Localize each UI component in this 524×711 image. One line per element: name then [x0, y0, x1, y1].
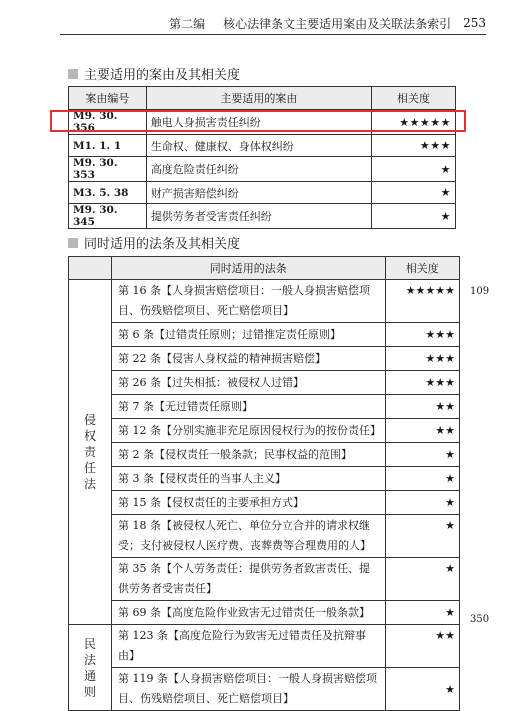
table-row	[69, 601, 460, 625]
relevance-stars: ★	[372, 204, 456, 229]
table-header-row	[69, 257, 460, 280]
section2-title: 同时适用的法条及其相关度	[68, 233, 240, 252]
highlight-box	[50, 110, 466, 132]
relevance-stars: ★★★★★	[385, 280, 459, 323]
article-text: 第 26 条【过失相抵：被侵权人过错】	[112, 371, 386, 395]
table-row	[69, 625, 460, 668]
article-text: 第 119 条【人身损害赔偿项目：一般人身损害赔偿项目、伤残赔偿项目、死亡赔偿项目】	[112, 668, 386, 711]
article-text: 第 2 条【侵权责任一般条款；民事权益的范围】	[112, 443, 386, 467]
article-text: 第 16 条【人身损害赔偿项目：一般人身损害赔偿项目、伤残赔偿项目、死亡赔偿项目】	[112, 280, 386, 323]
relevance-stars: ★	[385, 515, 459, 558]
article-text: 第 7 条【无过错责任原则】	[112, 395, 386, 419]
table-row	[69, 323, 460, 347]
col-header-code: 案由编号	[69, 87, 147, 110]
cause-code: M1. 1. 1	[69, 135, 147, 157]
related-articles-table	[68, 256, 460, 711]
relevance-stars: ★★	[385, 419, 459, 443]
main-causes-table	[68, 86, 456, 229]
table-row	[69, 395, 460, 419]
table-header-row	[69, 87, 456, 110]
article-text: 第 22 条【侵害人身权益的精神损害赔偿】	[112, 347, 386, 371]
relevance-stars: ★★★	[385, 347, 459, 371]
relevance-stars: ★	[385, 558, 459, 601]
relevance-stars: ★★★★★	[372, 110, 456, 135]
article-text: 第 123 条【高度危险行为致害无过错责任及抗辩事由】	[112, 625, 386, 668]
square-bullet-icon	[68, 238, 78, 248]
article-text: 第 3 条【侵权责任的当事人主义】	[112, 467, 386, 491]
table-row	[69, 515, 460, 558]
cause-code: M3. 5. 38	[69, 182, 147, 204]
relevance-stars: ★	[372, 157, 456, 182]
cause-code: M9. 30. 356	[69, 110, 147, 135]
page-header	[60, 12, 486, 35]
table-row	[69, 558, 460, 601]
table-row	[69, 347, 460, 371]
relevance-stars: ★	[385, 668, 459, 711]
page-header-title: 核心法律条文主要适用案由及关联法条索引	[223, 16, 452, 31]
relevance-stars: ★	[385, 601, 459, 625]
col-header-articles: 同时适用的法条	[112, 257, 386, 280]
relevance-stars: ★★	[385, 625, 459, 668]
chapter-label: 第二编	[169, 16, 206, 31]
table-row	[69, 157, 456, 182]
cause-code: M9. 30. 345	[69, 204, 147, 229]
cause-name: 提供劳务者受害责任纠纷	[146, 204, 371, 229]
diagonal-header-cell	[69, 257, 112, 280]
relevance-stars: ★	[385, 443, 459, 467]
section1-title: 主要适用的案由及其相关度	[68, 64, 240, 83]
law-name-civil: 民法通则	[69, 625, 112, 711]
relevance-stars: ★★★	[372, 135, 456, 157]
relevance-stars: ★★★	[385, 371, 459, 395]
table-row	[69, 280, 460, 323]
square-bullet-icon	[68, 69, 78, 79]
cause-name: 财产损害赔偿纠纷	[146, 182, 371, 204]
side-page-reference: 350	[470, 614, 490, 625]
relevance-stars: ★	[385, 467, 459, 491]
cause-name: 生命权、健康权、身体权纠纷	[146, 135, 371, 157]
side-page-reference: 109	[470, 286, 490, 297]
table-row	[69, 182, 456, 204]
col-header-relevance: 相关度	[385, 257, 459, 280]
article-text: 第 18 条【被侵权人死亡、单位分立合并的请求权继受；支付被侵权人医疗费、丧葬费等合理费用的人】	[112, 515, 386, 558]
page-number: 253	[463, 16, 486, 30]
table-row	[69, 371, 460, 395]
article-text: 第 35 条【个人劳务责任：提供劳务者致害责任、提供劳务者受害责任】	[112, 558, 386, 601]
table-row	[69, 204, 456, 229]
table-row	[69, 467, 460, 491]
cause-name: 触电人身损害责任纠纷	[146, 110, 371, 135]
table-row	[69, 135, 456, 157]
relevance-stars: ★	[385, 491, 459, 515]
article-text: 第 69 条【高度危险作业致害无过错责任一般条款】	[112, 601, 386, 625]
table-row	[69, 443, 460, 467]
col-header-relevance: 相关度	[372, 87, 456, 110]
table-row	[69, 419, 460, 443]
relevance-stars: ★★★	[385, 323, 459, 347]
table-row	[69, 491, 460, 515]
law-name-tort: 侵权责任法	[69, 280, 112, 625]
article-text: 第 15 条【侵权责任的主要承担方式】	[112, 491, 386, 515]
cause-name: 高度危险责任纠纷	[146, 157, 371, 182]
col-header-cause: 主要适用的案由	[146, 87, 371, 110]
relevance-stars: ★★	[385, 395, 459, 419]
relevance-stars: ★	[372, 182, 456, 204]
table-row	[69, 668, 460, 711]
cause-code: M9. 30. 353	[69, 157, 147, 182]
article-text: 第 12 条【分别实施非充足原因侵权行为的按份责任】	[112, 419, 386, 443]
article-text: 第 6 条【过错责任原则；过错推定责任原则】	[112, 323, 386, 347]
